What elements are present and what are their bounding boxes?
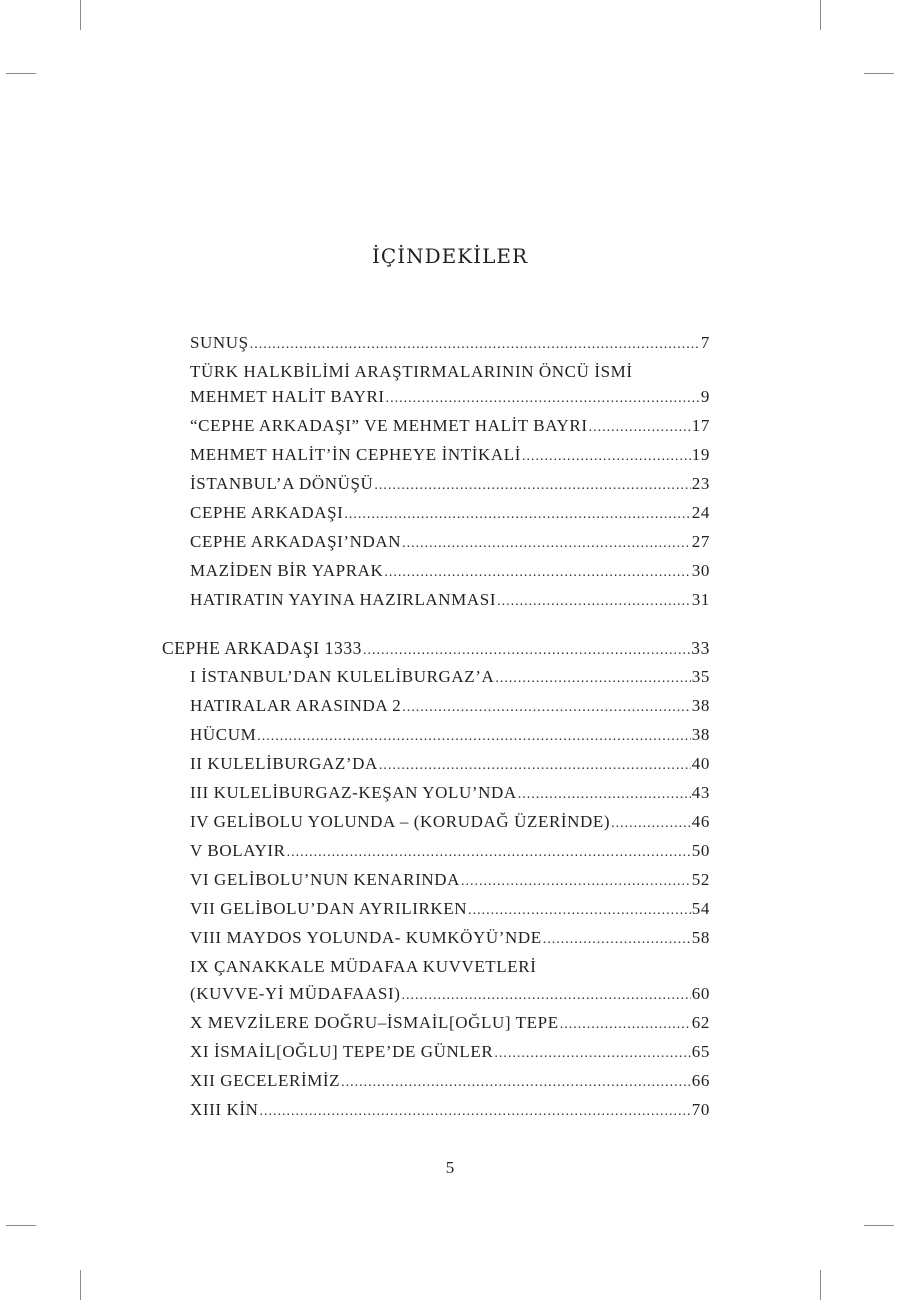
toc-entry-page: 19 [691, 445, 710, 464]
toc-entry-title: HÜCUM [190, 725, 257, 744]
dot-leader [250, 337, 700, 353]
toc-entry-title: XI İSMAİL[OĞLU] TEPE’DE GÜNLER [190, 1042, 494, 1061]
toc-entry [190, 812, 710, 834]
toc-entry [190, 783, 710, 805]
dot-leader [257, 729, 691, 745]
dot-leader [384, 565, 690, 581]
toc-entry-title: VIII MAYDOS YOLUNDA- KUMKÖYÜ’NDE [190, 928, 542, 947]
toc-entry-title: VI GELİBOLU’NUN KENARINDA [190, 870, 460, 889]
toc-entry-page: 7 [700, 333, 710, 352]
toc-entry-title: HATIRALAR ARASINDA 2 [190, 696, 402, 715]
dot-leader [287, 845, 691, 861]
toc-entry-page: 60 [691, 984, 710, 1003]
toc-entry-page: 46 [691, 812, 710, 831]
toc-entry [190, 928, 710, 950]
dot-leader [260, 1104, 691, 1120]
toc-section-entry [162, 638, 710, 660]
toc-entry-page: 70 [691, 1100, 710, 1119]
toc-entry-page: 54 [691, 899, 710, 918]
toc-entry-title: VII GELİBOLU’DAN AYRILIRKEN [190, 899, 468, 918]
dot-leader [495, 671, 690, 687]
toc-entry [190, 387, 710, 409]
toc-entry [190, 696, 710, 718]
toc-entry [190, 532, 710, 554]
toc-entry [190, 590, 710, 612]
toc-entry-page: 58 [691, 928, 710, 947]
toc-entry [190, 503, 710, 525]
dot-leader [494, 1046, 690, 1062]
page-title: İÇİNDEKİLER [371, 244, 529, 268]
toc-entry [190, 474, 710, 496]
toc-entry-page: 23 [691, 474, 710, 493]
dot-leader [611, 816, 691, 832]
toc-entry-page: 52 [691, 870, 710, 889]
toc-entry [190, 1071, 710, 1093]
toc-entry-title: CEPHE ARKADAŞI [190, 503, 344, 522]
toc-entry-title: IX ÇANAKKALE MÜDAFAA KUVVETLERİ [190, 957, 537, 976]
toc-entry-title: HATIRATIN YAYINA HAZIRLANMASI [190, 590, 497, 609]
toc-entry-page: 17 [691, 416, 710, 435]
dot-leader [402, 536, 691, 552]
toc-entry-page: 65 [691, 1042, 710, 1061]
toc-entry [190, 333, 710, 355]
toc-entry-title: CEPHE ARKADAŞI 1333 [162, 638, 363, 658]
toc-entry-page: 50 [691, 841, 710, 860]
toc-entry-page: 35 [691, 667, 710, 686]
dot-leader [374, 478, 690, 494]
dot-leader [560, 1017, 691, 1033]
dot-leader [543, 932, 691, 948]
toc-entry-page: 40 [691, 754, 710, 773]
page-number: 5 [445, 1158, 455, 1177]
toc-entry-page: 38 [691, 725, 710, 744]
toc-entry-title: IV GELİBOLU YOLUNDA – (KORUDAĞ ÜZERİNDE) [190, 812, 611, 831]
toc-entry-page: 33 [691, 638, 710, 658]
toc-entry [190, 754, 710, 776]
dot-leader [363, 643, 690, 659]
dot-leader [589, 420, 691, 436]
toc-entry-title: CEPHE ARKADAŞI’NDAN [190, 532, 402, 551]
dot-leader [497, 594, 691, 610]
dot-leader [401, 988, 690, 1004]
toc-entry-title: SUNUŞ [190, 333, 249, 352]
toc-entry [190, 416, 710, 438]
toc-entry [190, 1013, 710, 1035]
dot-leader [468, 903, 691, 919]
toc-entry [190, 561, 710, 583]
dot-leader [386, 391, 700, 407]
toc-entry-title: “CEPHE ARKADAŞI” VE MEHMET HALİT BAYRI [190, 416, 588, 435]
toc-entry [190, 870, 710, 892]
toc-entry [190, 725, 710, 747]
dot-leader [402, 700, 691, 716]
toc-entry-title: (KUVVE-Yİ MÜDAFAASI) [190, 984, 401, 1003]
toc-entry-title: II KULELİBURGAZ’DA [190, 754, 378, 773]
dot-leader [379, 758, 691, 774]
toc-entry-page: 24 [691, 503, 710, 522]
toc-entry-title: İSTANBUL’A DÖNÜŞÜ [190, 474, 374, 493]
toc-entry-title: V BOLAYIR [190, 841, 286, 860]
toc-entry-page: 62 [691, 1013, 710, 1032]
toc-entry-title: I İSTANBUL’DAN KULELİBURGAZ’A [190, 667, 495, 686]
toc-entry-title: MEHMET HALİT BAYRI [190, 387, 385, 406]
toc-entry [190, 1100, 710, 1122]
toc-entry-page: 66 [691, 1071, 710, 1090]
toc-entry-page: 27 [691, 532, 710, 551]
dot-leader [522, 449, 691, 465]
dot-leader [341, 1075, 691, 1091]
toc-entry-page: 9 [700, 387, 710, 406]
toc-entry-title: MAZİDEN BİR YAPRAK [190, 561, 384, 580]
toc-entry [190, 445, 710, 467]
toc-entry-page: 30 [691, 561, 710, 580]
toc-entry-title: XIII KİN [190, 1100, 259, 1119]
toc-entry [190, 1042, 710, 1064]
toc-entry [190, 841, 710, 863]
toc-entry-page: 43 [691, 783, 710, 802]
toc-entry-title: MEHMET HALİT’İN CEPHEYE İNTİKALİ [190, 445, 521, 464]
toc-entry [190, 667, 710, 689]
toc-entry-page: 38 [691, 696, 710, 715]
toc-entry [190, 984, 710, 1006]
dot-leader [461, 874, 691, 890]
toc-entry-title: X MEVZİLERE DOĞRU–İSMAİL[OĞLU] TEPE [190, 1013, 559, 1032]
toc-entry-title: III KULELİBURGAZ-KEŞAN YOLU’NDA [190, 783, 517, 802]
dot-leader [518, 787, 691, 803]
dot-leader [344, 507, 690, 523]
toc-entry-title: XII GECELERİMİZ [190, 1071, 341, 1090]
toc-entry-title: TÜRK HALKBİLİMİ ARAŞTIRMALARININ ÖNCÜ İSMİ [190, 362, 633, 381]
toc-entry-page: 31 [691, 590, 710, 609]
toc-entry [190, 899, 710, 921]
